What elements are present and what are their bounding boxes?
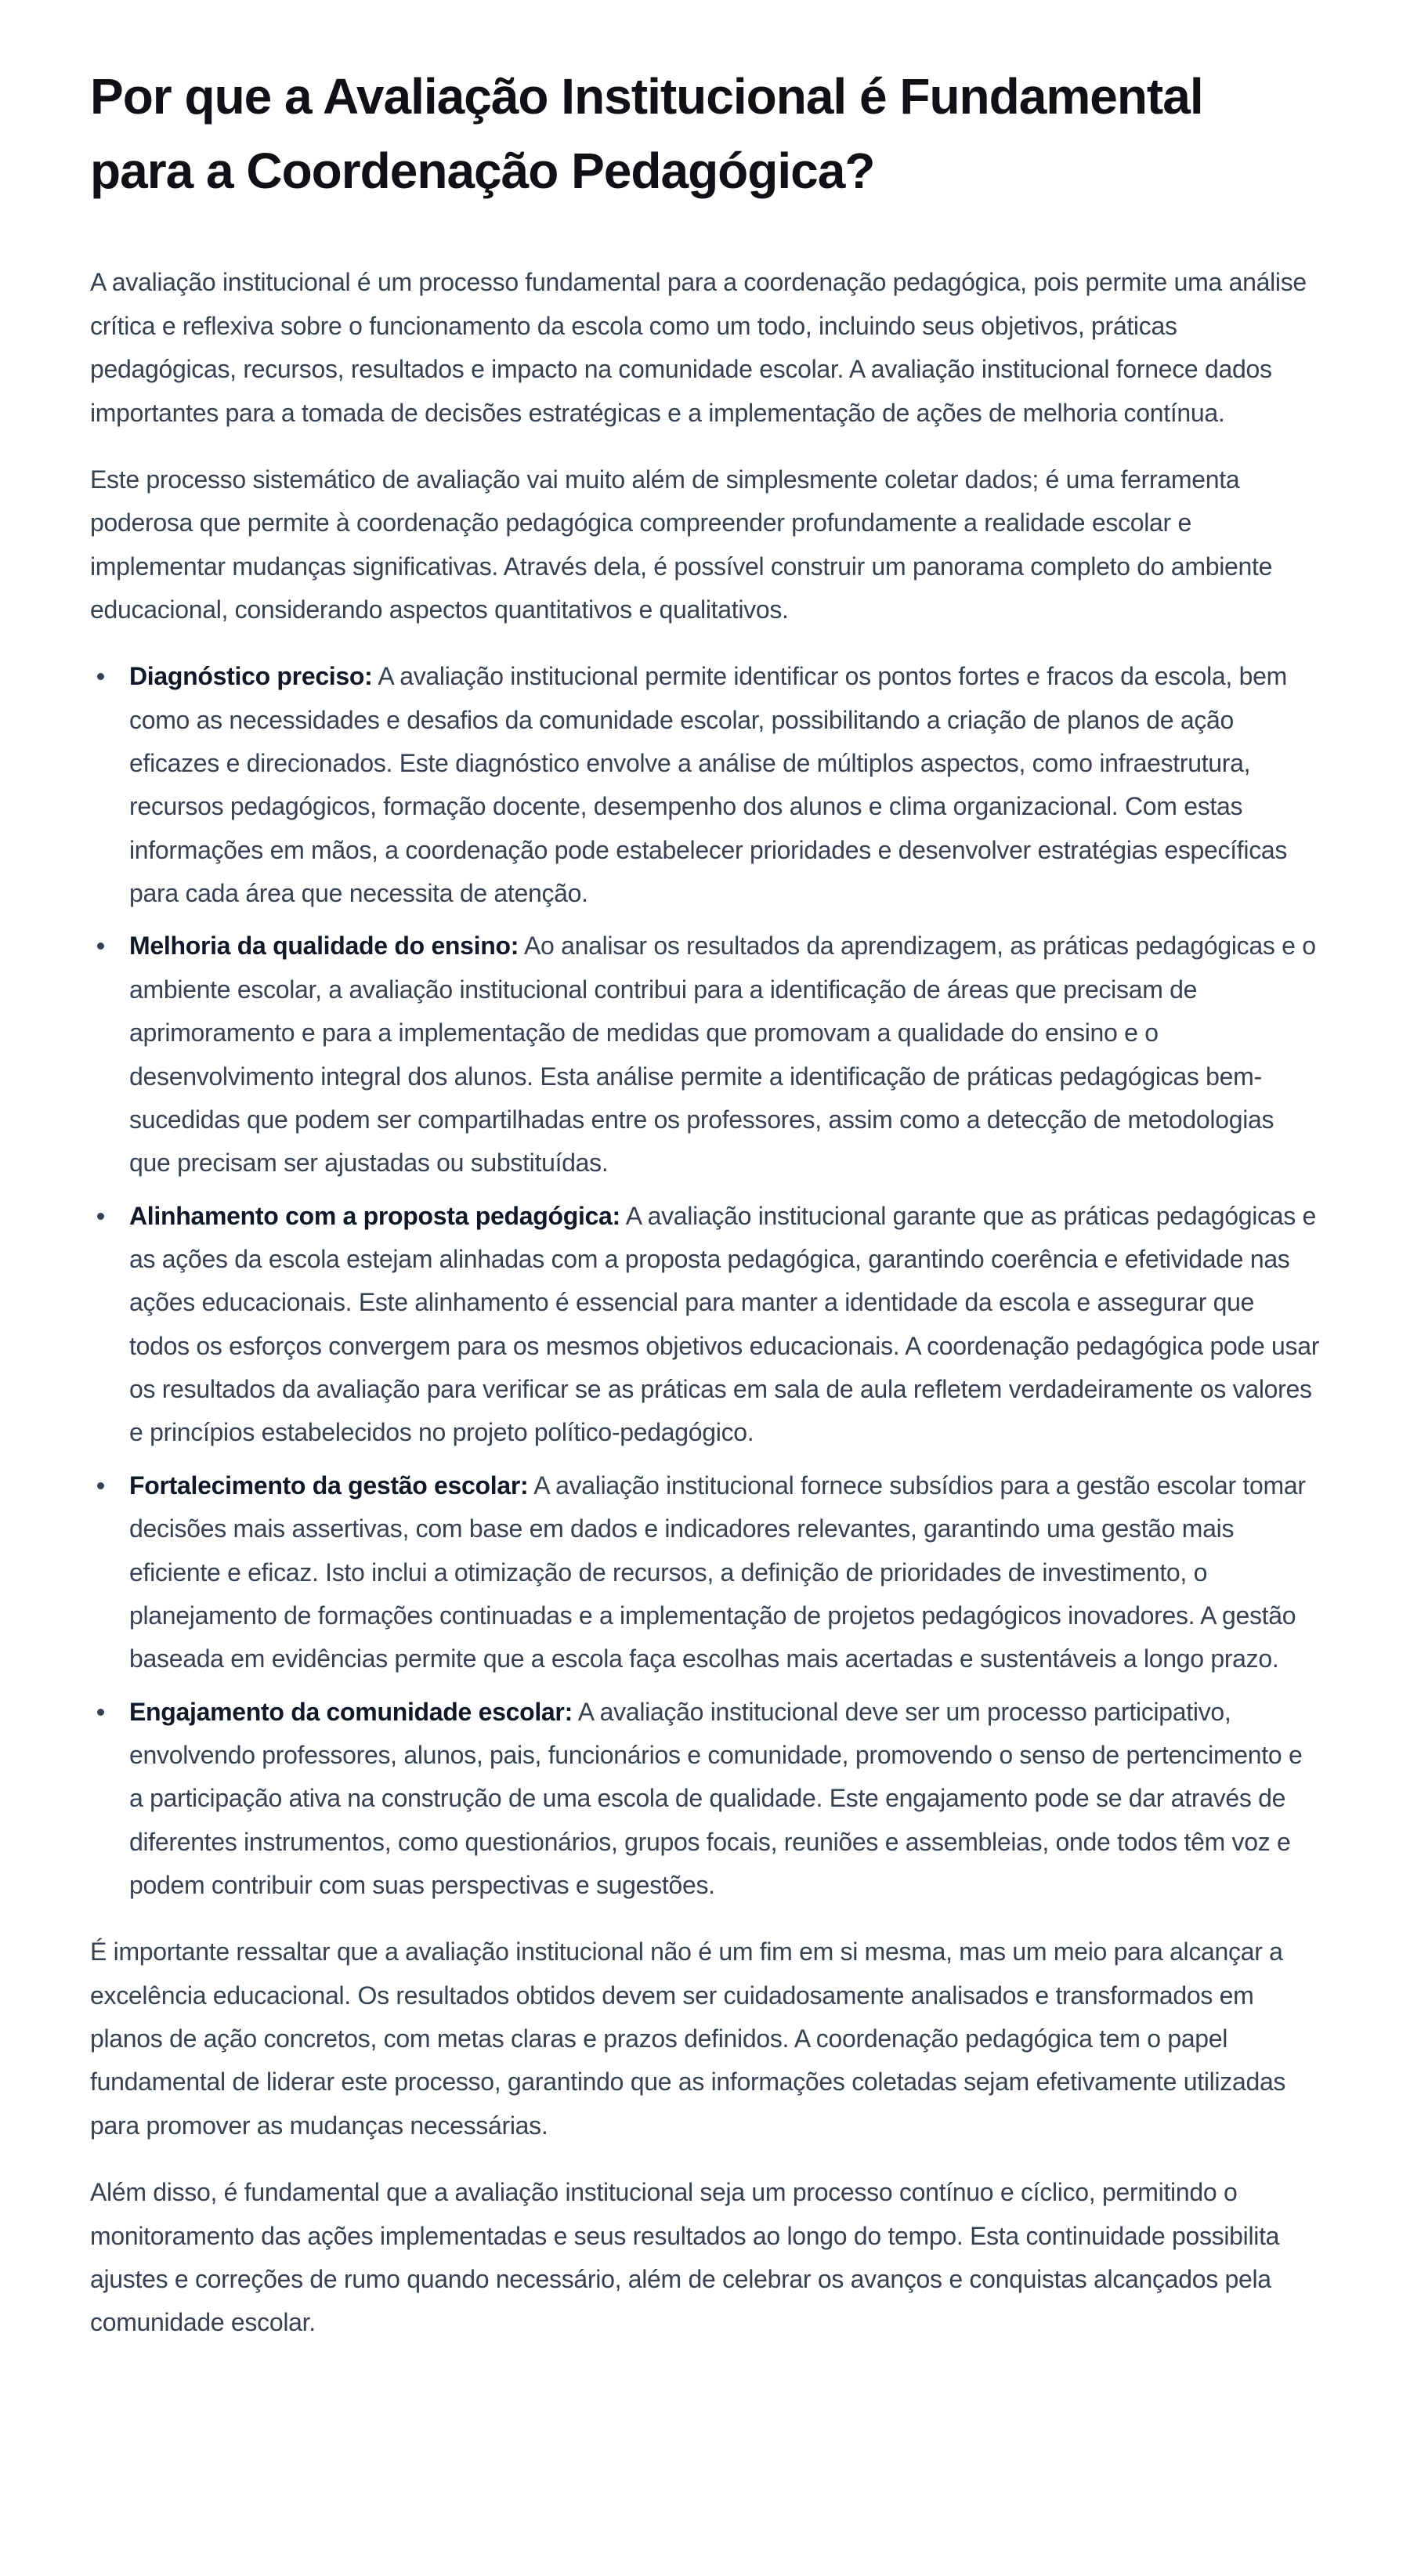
list-item-text: A avaliação institucional deve ser um processo participativo, envolvendo professores, alunos, pais, funcionários e comunidade, promovendo o senso de pertencimento e a participação ativa na construção de uma escola de qualidade. Este engajamento pode se dar através de diferentes instrumentos, como questionários, grupos focais, reuniões e assembleias, onde todos têm voz e podem contribuir com suas perspectivas e sugestões.: [129, 1697, 1303, 1900]
list-item-label: Melhoria da qualidade do ensino:: [129, 932, 519, 961]
intro-paragraph-2: Este processo sistemático de avaliação vai muito além de simplesmente coletar dados; é uma ferramenta poderosa que permite à coordenação pedagógica compreender profundamente a realidade escolar e implementar mudanças significativas. Através dela, é possível construir um panorama completo do ambiente educacional, considerando aspectos quantitativos e qualitativos.: [90, 465, 1273, 624]
list-item-alinhamento: [129, 1195, 1320, 1455]
list-item-melhoria: [129, 924, 1320, 1185]
benefits-list: [90, 655, 1320, 1907]
list-item-label: Alinhamento com a proposta pedagógica:: [129, 1201, 620, 1230]
list-item-text: A avaliação institucional fornece subsídios para a gestão escolar tomar decisões mais assertivas, com base em dados e indicadores relevantes, garantindo uma gestão mais eficiente e eficaz. Isto inclui a otimização de recursos, a definição de prioridades de investimento, o planejamento de formações continuadas e a implementação de projetos pedagógicos inovadores. A gestão baseada em evidências permite que a escola faça escolhas mais acertadas e sustentáveis a longo prazo.: [129, 1471, 1306, 1673]
list-item-text: A avaliação institucional permite identificar os pontos fortes e fracos da escola, bem como as necessidades e desafios da comunidade escolar, possibilitando a criação de planos de ação eficazes e direcionados. Este diagnóstico envolve a análise de múltiplos aspectos, como infraestrutura, recursos pedagógicos, formação docente, desempenho dos alunos e clima organizacional. Com estas informações em mãos, a coordenação pode estabelecer prioridades e desenvolver estratégias específicas para cada área que necessita de atenção.: [129, 662, 1288, 908]
list-item-engajamento: [129, 1691, 1320, 1908]
closing-paragraph-1: É importante ressaltar que a avaliação institucional não é um fim em si mesma, mas um meio para alcançar a excelência educacional. Os resultados obtidos devem ser cuidadosamente analisados e transformados em planos de ação concretos, com metas claras e prazos definidos. A coordenação pedagógica tem o papel fundamental de liderar este processo, garantindo que as informações coletadas sejam efetivamente utilizadas para promover as mudanças necessárias.: [90, 1937, 1286, 2140]
list-item-fortalecimento: [129, 1464, 1320, 1681]
list-item-label: Fortalecimento da gestão escolar:: [129, 1471, 529, 1500]
list-item-diagnostico: [129, 655, 1320, 915]
list-item-text: Ao analisar os resultados da aprendizagem, as práticas pedagógicas e o ambiente escolar, a avaliação institucional contribui para a identificação de áreas que precisam de aprimoramento e para a implementação de medidas que promovam a qualidade do ensino e o desenvolvimento integral dos alunos. Esta análise permite a identificação de práticas pedagógicas bem-sucedidas que podem ser compartilhadas entre os professores, assim como a detecção de metodologias que precisam ser ajustadas ou substituídas.: [129, 932, 1316, 1178]
list-item-text: A avaliação institucional garante que as práticas pedagógicas e as ações da escola estejam alinhadas com a proposta pedagógica, garantindo coerência e efetividade nas ações educacionais. Este alinhamento é essencial para manter a identidade da escola e assegurar que todos os esforços convergem para os mesmos objetivos educacionais. A coordenação pedagógica pode usar os resultados da avaliação para verificar se as práticas em sala de aula refletem verdadeiramente os valores e princípios estabelecidos no projeto político-pedagógico.: [129, 1201, 1320, 1447]
intro-paragraph-1: A avaliação institucional é um processo fundamental para a coordenação pedagógica, pois permite uma análise crítica e reflexiva sobre o funcionamento da escola como um todo, incluindo seus objetivos, práticas pedagógicas, recursos, resultados e impacto na comunidade escolar. A avaliação institucional fornece dados importantes para a tomada de decisões estratégicas e a implementação de ações de melhoria contínua.: [90, 268, 1307, 427]
page-title: Por que a Avaliação Institucional é Fundamental para a Coordenação Pedagógica?: [90, 68, 1203, 199]
list-item-label: Diagnóstico preciso:: [129, 662, 373, 691]
list-item-label: Engajamento da comunidade escolar:: [129, 1697, 573, 1726]
closing-paragraph-2: Além disso, é fundamental que a avaliação institucional seja um processo contínuo e cíclico, permitindo o monitoramento das ações implementadas e seus resultados ao longo do tempo. Esta continuidade possibilita ajustes e correções de rumo quando necessário, além de celebrar os avanços e conquistas alcançados pela comunidade escolar.: [90, 2178, 1280, 2337]
